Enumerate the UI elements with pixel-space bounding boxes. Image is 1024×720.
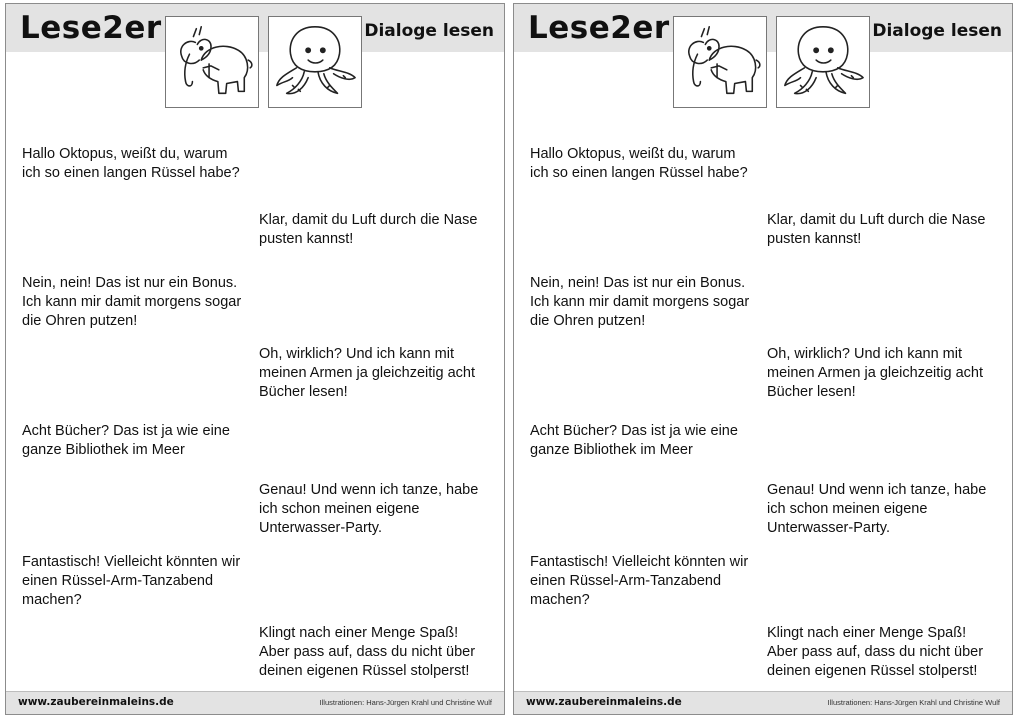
footer-credit: Illustrationen: Hans-Jürgen Krahl und Christine Wulf: [827, 698, 1000, 707]
brand-title: Lese2er: [20, 10, 162, 46]
footer-band: [514, 691, 1012, 714]
footer-website: www.zaubereinmaleins.de: [526, 696, 682, 708]
dialogue-line-6: Genau! Und wenn ich tanze, habe ich schon meinen eigene Unterwasser-Party.: [767, 482, 987, 536]
dialogue-line-2: Klar, damit du Luft durch die Nase pusten kannst!: [259, 212, 478, 247]
octopus-icon: [777, 17, 869, 107]
footer-credit: Illustrationen: Hans-Jürgen Krahl und Christine Wulf: [319, 698, 492, 707]
footer-band: [6, 691, 504, 714]
dialogue-line-3: Nein, nein! Das ist nur ein Bonus. Ich kann mir damit morgens sogar die Ohren putzen!: [22, 275, 242, 329]
dialogue-line-1: Hallo Oktopus, weißt du, warum ich so einen langen Rüssel habe?: [530, 146, 748, 181]
octopus-icon: [269, 17, 361, 107]
worksheet-right: [513, 3, 1013, 715]
dialogue-line-5: Acht Bücher? Das ist ja wie eine ganze Bibliothek im Meer: [530, 423, 738, 458]
octopus-illustration: [776, 16, 870, 108]
elephant-icon: [166, 17, 258, 107]
dialogue-line-5: Acht Bücher? Das ist ja wie eine ganze Bibliothek im Meer: [22, 423, 230, 458]
topic-title: Dialoge lesen: [364, 21, 494, 41]
dialogue-line-4: Oh, wirklich? Und ich kann mit meinen Armen ja gleichzeitig acht Bücher lesen!: [259, 346, 476, 400]
brand-title: Lese2er: [528, 10, 670, 46]
footer-website: www.zaubereinmaleins.de: [18, 696, 174, 708]
elephant-icon: [674, 17, 766, 107]
dialogue-line-4: Oh, wirklich? Und ich kann mit meinen Armen ja gleichzeitig acht Bücher lesen!: [767, 346, 984, 400]
dialogue-line-8: Klingt nach einer Menge Spaß! Aber pass auf, dass du nicht über deinen eigenen Rüssel stolperst!: [259, 625, 476, 679]
octopus-illustration: [268, 16, 362, 108]
dialogue-line-6: Genau! Und wenn ich tanze, habe ich schon meinen eigene Unterwasser-Party.: [259, 482, 479, 536]
dialogue-line-7: Fantastisch! Vielleicht könnten wir einen Rüssel-Arm-Tanzabend machen?: [530, 554, 749, 608]
dialogue-line-1: Hallo Oktopus, weißt du, warum ich so einen langen Rüssel habe?: [22, 146, 240, 181]
worksheet-left: [5, 3, 505, 715]
dialogue-line-2: Klar, damit du Luft durch die Nase pusten kannst!: [767, 212, 986, 247]
dialogue-line-7: Fantastisch! Vielleicht könnten wir einen Rüssel-Arm-Tanzabend machen?: [22, 554, 241, 608]
elephant-illustration: [673, 16, 767, 108]
topic-title: Dialoge lesen: [872, 21, 1002, 41]
dialogue-line-3: Nein, nein! Das ist nur ein Bonus. Ich kann mir damit morgens sogar die Ohren putzen!: [530, 275, 750, 329]
elephant-illustration: [165, 16, 259, 108]
dialogue-line-8: Klingt nach einer Menge Spaß! Aber pass auf, dass du nicht über deinen eigenen Rüssel stolperst!: [767, 625, 984, 679]
